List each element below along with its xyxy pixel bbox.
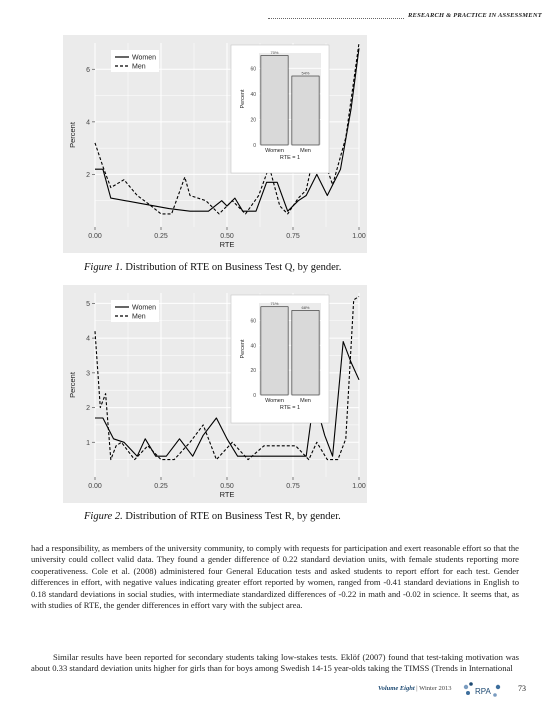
legend-label: Men [132,313,146,321]
inset-y-tick-label: 20 [250,368,256,375]
figure-2-svg [63,285,367,503]
inset-x-axis-title: RTE = 1 [279,405,301,411]
x-tick-label: 0.75 [286,483,300,490]
figure-1-svg [63,35,367,253]
figure-2-caption-text: Distribution of RTE on Business Test R, by gender. [125,511,341,522]
y-axis-title: Percent [68,372,77,398]
x-tick-label: 0.50 [220,233,234,240]
y-tick-label: 5 [86,300,90,308]
inset-y-axis-title: Percent [240,339,246,359]
x-axis-title: RTE [219,240,235,249]
y-tick-label: 4 [86,335,90,343]
y-tick-label: 1 [86,439,90,447]
inset-category-label: Men [300,148,311,154]
volume-info [378,685,452,692]
season-label: | Winter 2013 [416,685,452,692]
y-tick-label: 3 [86,370,90,378]
x-axis-title: RTE [219,490,235,499]
logo-text: RPA [475,687,491,696]
inset-y-tick-label: 0 [253,393,256,399]
x-tick-label: 0.25 [154,483,168,490]
inset-x-axis-title: RTE = 1 [279,155,301,161]
inset-bar [261,307,288,395]
inset-category-label: Women [265,148,284,154]
inset-y-tick-label: 40 [250,91,256,98]
figure-1-caption-text: Distribution of RTE on Business Test Q, by gender. [125,262,342,273]
x-tick-label: 0.75 [286,233,300,240]
x-tick-label: 0.25 [154,233,168,240]
legend-label: Women [132,54,156,62]
y-axis-title: Percent [68,122,77,148]
body-paragraph-1 [31,543,519,611]
inset-y-axis-title: Percent [240,89,246,109]
y-tick-label: 6 [86,66,90,74]
header-rule [268,18,404,19]
paragraph-text: Similar results have been reported for secondary students taking low-stakes tests. Eklöf (2007) found that test-taking motivation was about 0.33 standard deviation units higher for girls than for boys among Swedish 14-15 year-olds taking the TIMSS (Trends in International [31,652,519,674]
legend-label: Women [132,304,156,312]
x-tick-label: 1.00 [352,483,366,490]
inset-data-label: 71% [270,301,279,307]
volume-label: Volume Eight [378,685,415,692]
body-paragraph-2 [31,652,519,675]
inset-data-label: 54% [301,70,310,76]
y-tick-label: 2 [86,171,90,179]
running-header: RESEARCH & PRACTICE IN ASSESSMENT [408,12,542,19]
inset-y-tick-label: 40 [250,343,256,350]
figure-1-caption [84,262,341,273]
y-tick-label: 4 [86,119,90,127]
x-tick-label: 0.00 [88,483,102,490]
inset-data-label: 68% [301,304,310,310]
inset-bar [292,76,319,145]
figure-2-chart [63,285,367,503]
y-tick-label: 2 [86,405,90,413]
page-number: 73 [518,684,526,693]
paragraph-text: had a responsibility, as members of the university community, to comply with requests for participation and exert reasonable effort so that the university could collect valid data. They found a gender difference of 0.22 standard deviation units, with female students reporting more cooperativeness. Cole et al. (2008) administered four General Education tests and asked students to report effort for each test. Gender differences in effort, with negative values indicating greater effort reported by women, ranged from -0.41 standard deviations in English to 0.18 standard deviations in social studies, with intermediate standardized differences of -0.22 in math and -0.02 in science. It seems that, as with studies of RTE, the gender differences in effort vary with the subject area. [31,543,519,611]
figure-2-caption [84,511,341,522]
inset-category-label: Men [300,398,311,404]
inset-y-tick-label: 60 [250,66,256,73]
legend-label: Men [132,63,146,71]
inset-bar [292,310,319,395]
figure-2-label: Figure 2. [84,511,123,522]
inset-y-tick-label: 60 [250,318,256,325]
inset-y-tick-label: 20 [250,117,256,124]
inset-category-label: Women [265,398,284,404]
x-tick-label: 1.00 [352,233,366,240]
x-tick-label: 0.00 [88,233,102,240]
inset-data-label: 70% [270,50,279,56]
inset-y-tick-label: 0 [253,143,256,149]
x-tick-label: 0.50 [220,483,234,490]
rpa-logo [462,681,502,701]
inset-bar [261,56,288,145]
figure-1-label: Figure 1. [84,262,123,273]
figure-1-chart [63,35,367,253]
page-footer [378,681,528,703]
